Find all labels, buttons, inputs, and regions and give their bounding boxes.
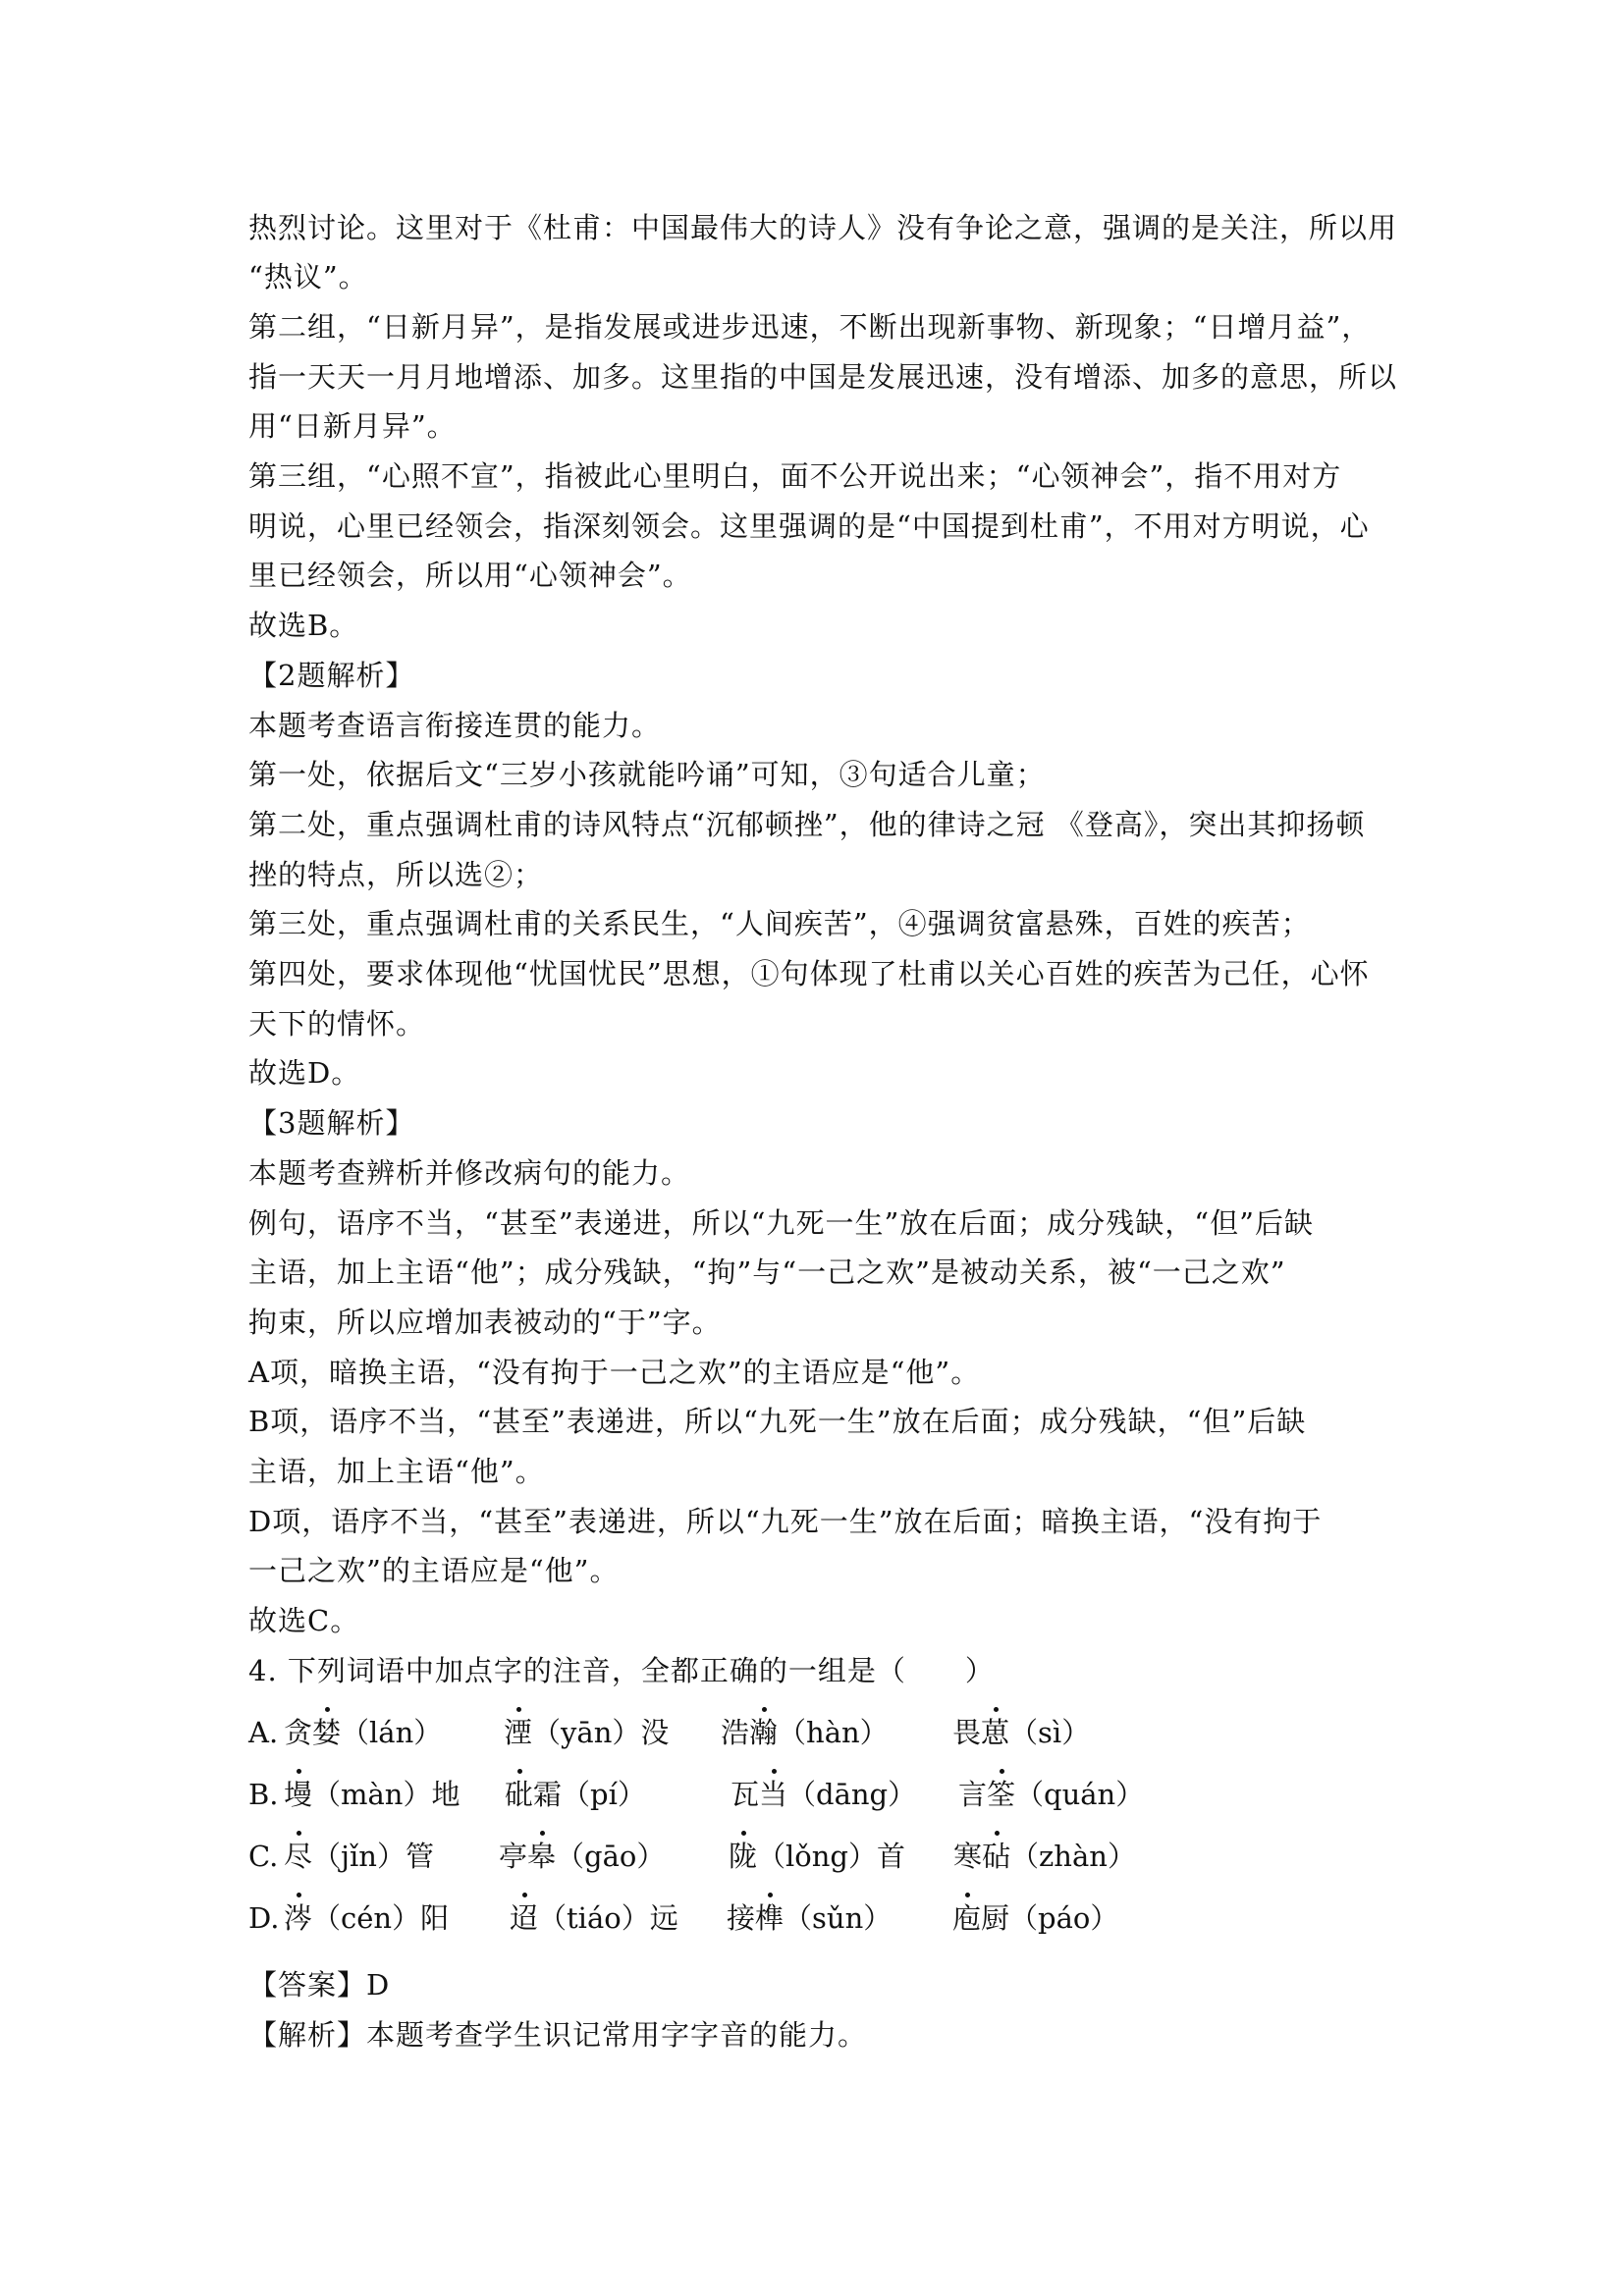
conclusion-line: 故选B。 xyxy=(248,609,359,642)
dotted-char: 砧 xyxy=(982,1835,1010,1878)
option-word: 贪婪（lán） xyxy=(284,1711,442,1754)
dotted-char: 榫 xyxy=(755,1896,784,1940)
paragraph-line: 一己之欢”的主语应是“他”。 xyxy=(248,1554,620,1587)
option-label: B. xyxy=(248,1778,279,1811)
option-word: 接榫（sǔn） xyxy=(727,1896,892,1940)
option-word: 亭皋（gāo） xyxy=(499,1835,665,1878)
paragraph-line: 用“日新月异”。 xyxy=(248,409,457,443)
answer-line: 【答案】D xyxy=(248,1968,391,2002)
paragraph-line: 主语，加上主语“他”。 xyxy=(248,1455,545,1488)
option-label: D. xyxy=(248,1901,280,1935)
option-word: 湮（yān）没 xyxy=(504,1711,669,1754)
paragraph-line: B项，语序不当，“甚至”表递进，所以“九死一生”放在后面；成分残缺，“但”后缺 xyxy=(248,1405,1307,1438)
paragraph-line: 拘束，所以应增加表被动的“于”字。 xyxy=(248,1306,722,1339)
paragraph-line: 第二处，重点强调杜甫的诗风特点“沉郁顿挫”，他的律诗之冠 《登高》，突出其抑扬顿 xyxy=(248,808,1366,841)
option-label: A. xyxy=(248,1716,279,1749)
paragraph-line: D项，语序不当，“甚至”表递进，所以“九死一生”放在后面；暗换主语，“没有拘于 xyxy=(248,1505,1323,1538)
paragraph-line: 本题考查语言衔接连贯的能力。 xyxy=(248,709,662,742)
option-word: 墁（màn）地 xyxy=(284,1773,460,1816)
dotted-char: 葸 xyxy=(981,1711,1009,1754)
paragraph-line: 里已经领会，所以用“心领神会”。 xyxy=(248,559,692,592)
paragraph-line: 例句，语序不当，“甚至”表递进，所以“九死一生”放在后面；成分残缺，“但”后缺 xyxy=(248,1206,1314,1240)
dotted-char: 迢 xyxy=(510,1896,538,1940)
section-heading: 【2题解析】 xyxy=(248,659,415,692)
paragraph-line: “热议”。 xyxy=(248,260,368,294)
option-word: 尽（jǐn）管 xyxy=(284,1835,434,1878)
paragraph-line: 明说，心里已经领会，指深刻领会。这里强调的是“中国提到杜甫”，不用对方明说，心 xyxy=(248,509,1370,543)
paragraph-line: 第一处，依据后文“三岁小孩就能吟诵”可知，③句适合儿童； xyxy=(248,758,1046,791)
paragraph-line: 天下的情怀。 xyxy=(248,1007,426,1041)
paragraph-line: 热烈讨论。这里对于《杜甫：中国最伟大的诗人》没有争论之意，强调的是关注，所以用 xyxy=(248,211,1398,244)
dotted-char: 皋 xyxy=(527,1835,556,1878)
paragraph-line: 第三组，“心照不宣”，指被此心里明白，面不公开说出来；“心领神会”，指不用对方 xyxy=(248,459,1342,493)
option-word: 言筌（quán） xyxy=(958,1773,1144,1816)
paragraph-line: 本题考查辨析并修改病句的能力。 xyxy=(248,1156,691,1190)
question-stem: 4. 下列词语中加点字的注音，全都正确的一组是（ ） xyxy=(248,1654,995,1687)
analysis-line: 【解析】本题考查学生识记常用字字音的能力。 xyxy=(248,2018,868,2052)
option-word: 迢（tiáo）远 xyxy=(510,1896,678,1940)
dotted-char: 涔 xyxy=(284,1896,312,1940)
option-word: 畏葸（sì） xyxy=(952,1711,1090,1754)
dotted-char: 墁 xyxy=(284,1773,312,1816)
option-word: 浩瀚（hàn） xyxy=(721,1711,889,1754)
option-word: 陇（lǒng）首 xyxy=(729,1835,905,1878)
dotted-char: 陇 xyxy=(729,1835,757,1878)
option-word: 瓦当（dāng） xyxy=(731,1773,916,1816)
dotted-char: 庖 xyxy=(952,1896,981,1940)
option-label: C. xyxy=(248,1840,279,1873)
dotted-char: 当 xyxy=(759,1773,787,1816)
conclusion-line: 故选C。 xyxy=(248,1604,360,1637)
section-heading: 【3题解析】 xyxy=(248,1106,415,1140)
dotted-char: 瀚 xyxy=(749,1711,778,1754)
dotted-char: 湮 xyxy=(504,1711,532,1754)
option-word: 寒砧（zhàn） xyxy=(953,1835,1136,1878)
option-word: 庖厨（páo） xyxy=(952,1896,1118,1940)
dotted-char: 尽 xyxy=(284,1835,312,1878)
dotted-char: 砒 xyxy=(505,1773,533,1816)
paragraph-line: A项，暗换主语，“没有拘于一己之欢”的主语应是“他”。 xyxy=(248,1356,981,1389)
option-word: 涔（cén）阳 xyxy=(284,1896,449,1940)
paragraph-line: 主语，加上主语“他”；成分残缺，“拘”与“一己之欢”是被动关系，被“一己之欢” xyxy=(248,1255,1286,1289)
dotted-char: 筌 xyxy=(987,1773,1015,1816)
paragraph-line: 挫的特点，所以选②； xyxy=(248,858,544,891)
paragraph-line: 指一天天一月月地增添、加多。这里指的中国是发展迅速，没有增添、加多的意思，所以 xyxy=(248,360,1398,394)
option-word: 砒霜（pí） xyxy=(505,1773,646,1816)
paragraph-line: 第三处，重点强调杜甫的关系民生，“人间疾苦”，④强调贫富悬殊，百姓的疾苦； xyxy=(248,907,1311,940)
dotted-char: 婪 xyxy=(312,1711,341,1754)
paragraph-line: 第四处，要求体现他“忧国忧民”思想，①句体现了杜甫以关心百姓的疾苦为己任，心怀 xyxy=(248,957,1370,990)
conclusion-line: 故选D。 xyxy=(248,1056,361,1090)
paragraph-line: 第二组，“日新月异”，是指发展或进步迅速，不断出现新事物、新现象；“日增月益”， xyxy=(248,310,1372,344)
